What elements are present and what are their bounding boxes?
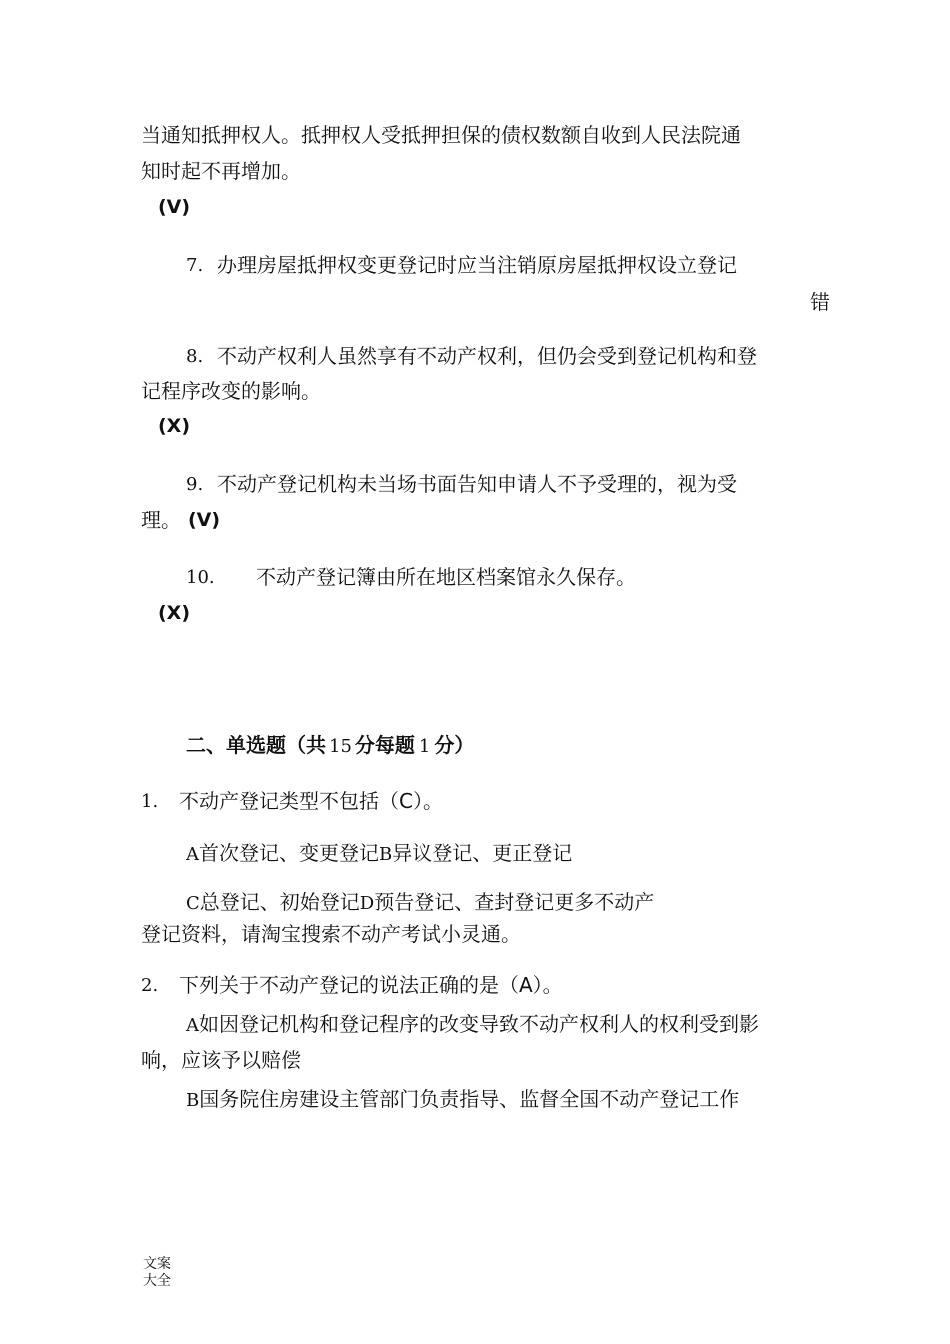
- q8-number: 8.: [186, 346, 204, 367]
- q10-number: 10.: [186, 567, 215, 588]
- q7-text: 办理房屋抵押权变更登记时应当注销原房屋抵押权设立登记: [217, 253, 737, 277]
- mc-q2-option-a-line2: 响，应该予以赔偿: [141, 1048, 301, 1072]
- section2-title-part-b: 分每题: [354, 733, 415, 757]
- q7-number: 7.: [186, 255, 204, 276]
- mc-q1-options-line2: [186, 888, 654, 918]
- mc-q1-option-a: 首次登记、变更登记: [199, 841, 379, 865]
- mc-q1-option-b: 异议登记、更正登记: [392, 841, 573, 865]
- q6-continuation-line1: 当通知抵押权人。抵押权人受抵押担保的债权数额自收到人民法院通: [141, 123, 741, 147]
- q9-answer: (V): [188, 509, 221, 531]
- mc-q1-option-c: 总登记、初始登记: [199, 890, 360, 914]
- section2-title-part-a: 二、单选题（共: [186, 733, 326, 757]
- mc-q1-option-d-letter: D: [359, 893, 375, 914]
- mc-q2-option-b: 国务院住房建设主管部门负责指导、监督全国不动产登记工作: [199, 1087, 740, 1111]
- mc-q1-option-d-line2: 登记资料，请淘宝搜索不动产考试小灵通。: [141, 922, 521, 946]
- q6-continuation-line2: 知时起不再增加。: [141, 159, 301, 183]
- mc-q1-option-b-letter: B: [379, 844, 393, 865]
- mc-q2-option-a-line1: [186, 1010, 759, 1040]
- q10-text: 不动产登记簿由所在地区档案馆永久保存。: [256, 565, 636, 589]
- mc-q2-option-b-letter: B: [186, 1090, 200, 1111]
- q7-answer: 错: [810, 290, 830, 314]
- mc-q1-option-d: 预告登记、查封登记更多不动产: [374, 890, 655, 914]
- mc-q1-option-c-letter: C: [186, 893, 200, 914]
- q10-answer: (X): [158, 602, 191, 624]
- mc-q2-option-a: 如因登记机构和登记程序的改变导致不动产权利人的权利受到影: [199, 1012, 759, 1036]
- q8-text-line2: 记程序改变的影响。: [141, 379, 321, 403]
- q8-answer: (X): [158, 415, 191, 437]
- mc-q1-options-line1: [186, 839, 572, 869]
- mc-q1-option-a-letter: A: [186, 844, 199, 865]
- mc-q1-number: 1.: [141, 791, 159, 812]
- footer-line1: 文案: [143, 1256, 171, 1272]
- footer-line2: 大全: [143, 1273, 171, 1289]
- mc-q2-option-b-line: [186, 1085, 739, 1115]
- q9-text-line1: 不动产登记机构未当场书面告知申请人不予受理的，视为受: [217, 472, 737, 496]
- mc-q1-text: 不动产登记类型不包括（C）。: [179, 789, 443, 813]
- q8-text-line1: 不动产权利人虽然享有不动产权利，但仍会受到登记机构和登: [217, 344, 757, 368]
- section2-title-part-c: 分）: [434, 733, 475, 757]
- q9-number: 9.: [186, 474, 204, 495]
- q9-text-line2: 理。: [141, 508, 181, 532]
- section2-title-each: 1: [418, 736, 431, 757]
- section2-title-total: 15: [329, 736, 352, 757]
- mc-q2-text: 下列关于不动产登记的说法正确的是（A）。: [179, 973, 563, 997]
- section2-title: [186, 731, 474, 761]
- mc-q2-option-a-letter: A: [186, 1015, 199, 1036]
- mc-q2-number: 2.: [141, 975, 159, 996]
- q6-answer: (V): [158, 196, 191, 218]
